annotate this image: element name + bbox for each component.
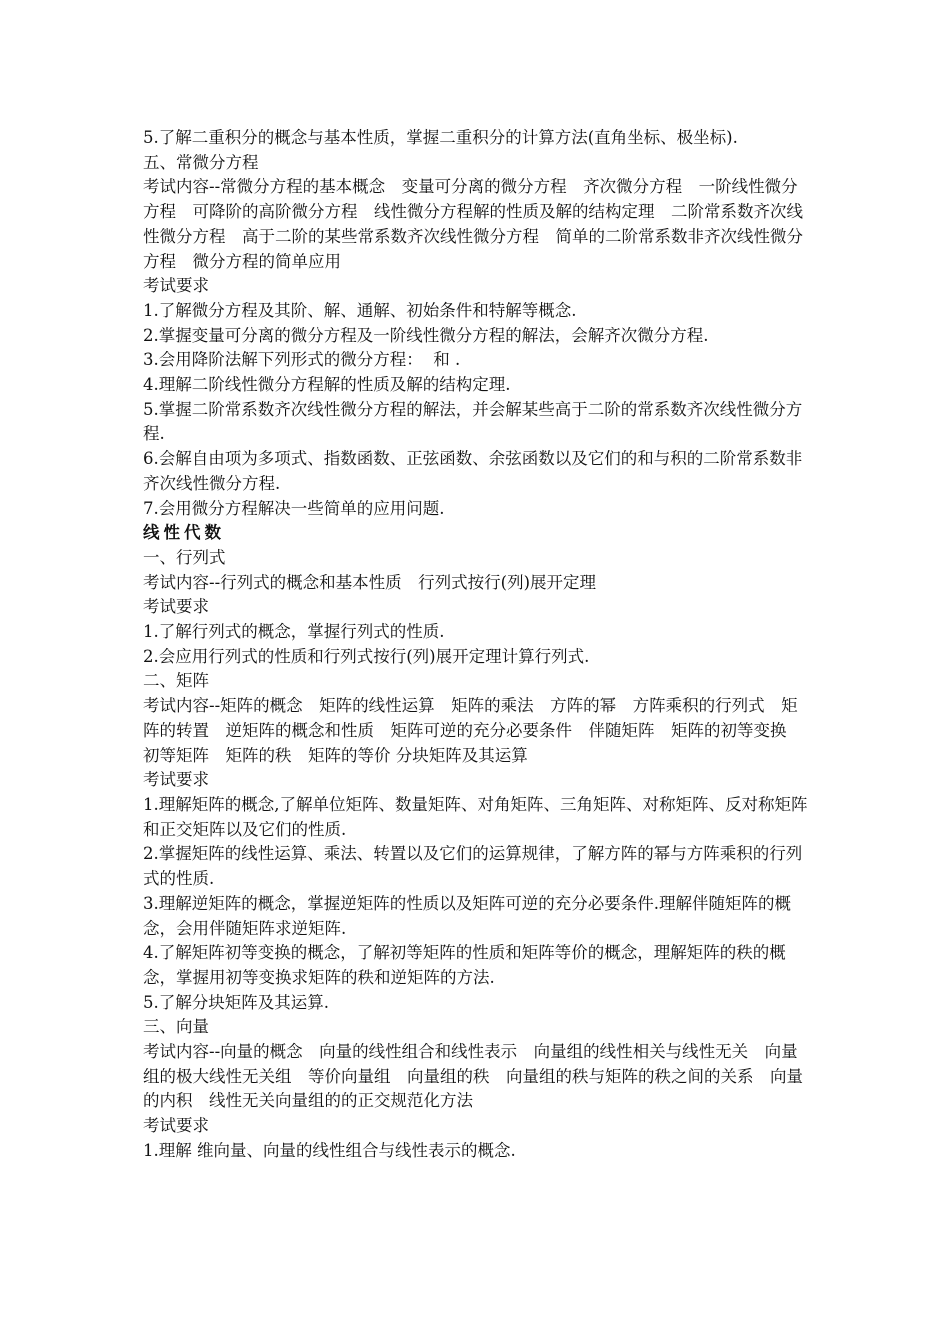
vector-requirement-1: 1.理解 维向量、向量的线性组合与线性表示的概念. [143, 1140, 516, 1160]
ode-requirement-6: 6.会解自由项为多项式、指数函数、正弦函数、余弦函数以及它们的和与积的二阶常系数非齐次线性微分方程. [143, 449, 803, 493]
ode-requirement-3: 3.会用降阶法解下列形式的微分方程： 和 . [143, 350, 461, 370]
ode-requirement-2: 2.掌握变量可分离的微分方程及一阶线性微分方程的解法，会解齐次微分方程. [143, 325, 709, 345]
matrix-requirement-5: 5.了解分块矩阵及其运算. [143, 992, 329, 1012]
ode-content: 考试内容--常微分方程的基本概念 变量可分离的微分方程 齐次微分方程 一阶线性微分方程 可降阶的高阶微分方程 线性微分方程解的性质及解的结构定理 二阶常系数齐次线性微分方程 高于二阶的某些常系数齐次线性微分方程 简单的二阶常系数非齐次线性微分方程 微分方程的简单应用 [143, 177, 803, 271]
determinant-requirement-2: 2.会应用行列式的性质和行列式按行(列)展开定理计算行列式. [143, 646, 590, 666]
matrix-requirement-2: 2.掌握矩阵的线性运算、乘法、转置以及它们的运算规律，了解方阵的幂与方阵乘积的行列式的性质. [143, 844, 803, 889]
linear-algebra-title: 线性代数 [143, 523, 225, 543]
determinant-heading: 一、行列式 [143, 547, 226, 567]
determinant-requirements-label: 考试要求 [143, 597, 209, 617]
vector-content: 考试内容--向量的概念 向量的线性组合和线性表示 向量组的线性相关与线性无关 向量组的极大线性无关组 等价向量组 向量组的秩 向量组的秩与矩阵的秩之间的关系 向量的内积 线性无关向量组的的正交规范化方法 [143, 1042, 803, 1111]
document-page [143, 126, 813, 1164]
matrix-requirements-label: 考试要求 [143, 770, 209, 790]
matrix-requirement-1: 1.理解矩阵的概念,了解单位矩阵、数量矩阵、对角矩阵、三角矩阵、对称矩阵、反对称矩阵和正交矩阵以及它们的性质. [143, 794, 808, 839]
ode-requirement-4: 4.理解二阶线性微分方程解的性质及解的结构定理. [143, 375, 511, 395]
vector-requirements-label: 考试要求 [143, 1116, 209, 1136]
ode-requirement-1: 1.了解微分方程及其阶、解、通解、初始条件和特解等概念. [143, 300, 577, 320]
matrix-content: 考试内容--矩阵的概念 矩阵的线性运算 矩阵的乘法 方阵的幂 方阵乘积的行列式 矩阵的转置 逆矩阵的概念和性质 矩阵可逆的充分必要条件 伴随矩阵 矩阵的初等变换 初等矩阵 矩阵的秩 矩阵的等价 分块矩阵及其运算 [143, 696, 803, 765]
ode-requirement-7: 7.会用微分方程解决一些简单的应用问题. [143, 498, 445, 518]
calculus-item-5: 5.了解二重积分的概念与基本性质，掌握二重积分的计算方法(直角坐标、极坐标). [143, 128, 738, 147]
matrix-requirement-4: 4.了解矩阵初等变换的概念，了解初等矩阵的性质和矩阵等价的概念，理解矩阵的秩的概念，掌握用初等变换求矩阵的秩和逆矩阵的方法. [143, 943, 786, 987]
determinant-requirement-1: 1.了解行列式的概念，掌握行列式的性质. [143, 622, 445, 642]
matrix-requirement-3: 3.理解逆矩阵的概念，掌握逆矩阵的性质以及矩阵可逆的充分必要条件.理解伴随矩阵的概念，会用伴随矩阵求逆矩阵. [143, 893, 791, 938]
matrix-heading: 二、矩阵 [143, 671, 209, 691]
determinant-content: 考试内容--行列式的概念和基本性质 行列式按行(列)展开定理 [143, 572, 597, 592]
ode-requirements-label: 考试要求 [143, 276, 209, 296]
ode-requirement-5: 5.掌握二阶常系数齐次线性微分方程的解法，并会解某些高于二阶的常系数齐次线性微分方程. [143, 399, 803, 444]
vector-heading: 三、向量 [143, 1017, 209, 1037]
ode-heading: 五、常微分方程 [143, 152, 259, 172]
